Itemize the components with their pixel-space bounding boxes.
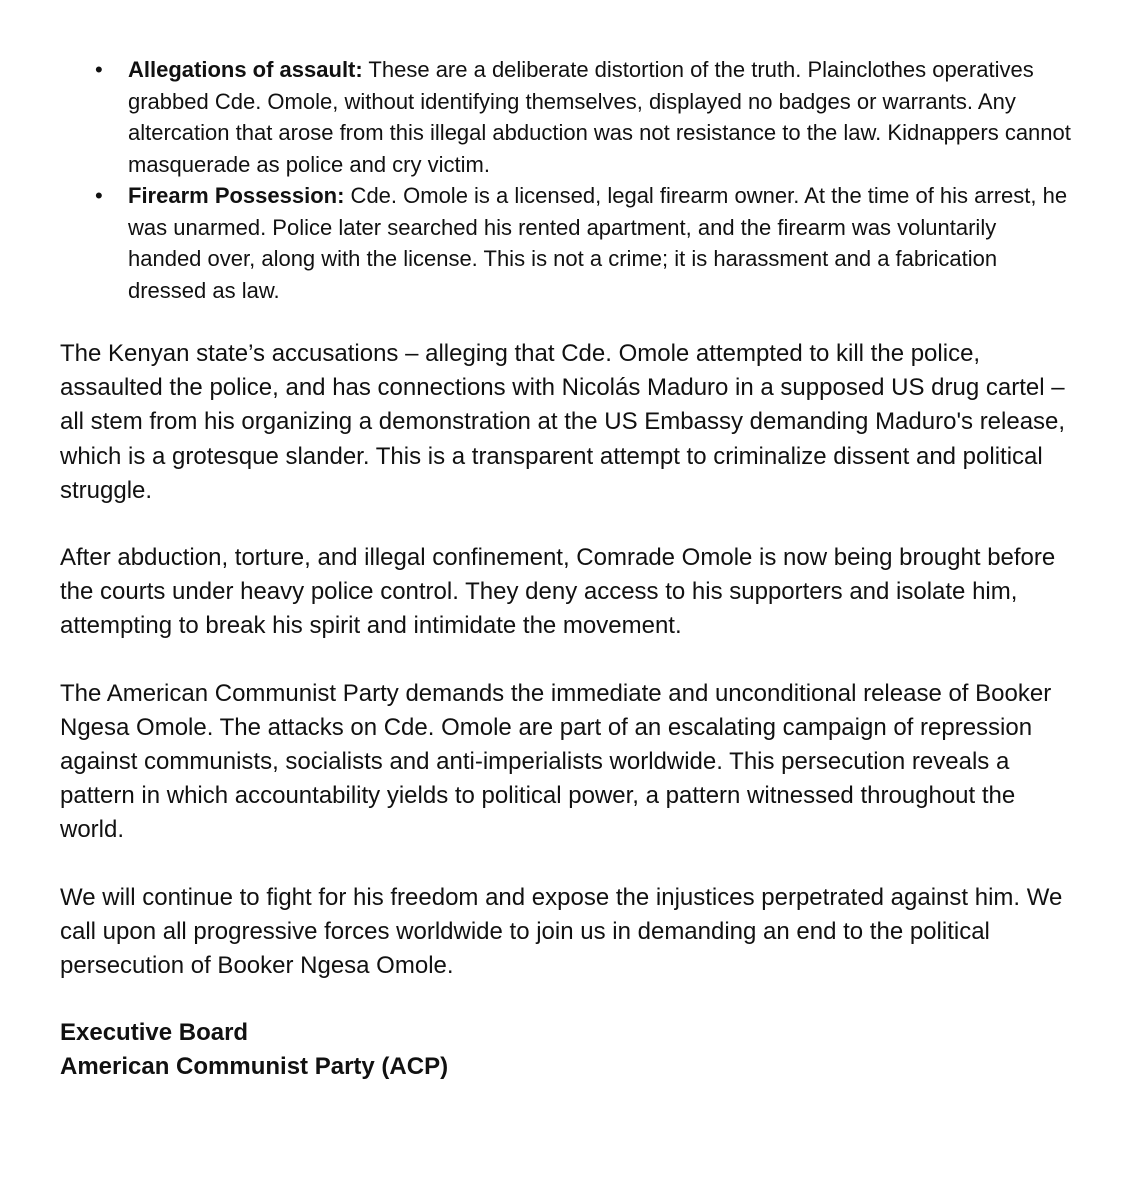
paragraph-accusations: The Kenyan state’s accusations – alleging that Cde. Omole attempted to kill the police, assaulted the police, and has connections with Nicolás Maduro in a supposed US drug cartel – all stem from his organizing a demonstration at the US Embassy demanding Maduro's release, which is a grotesque slander. This is a transparent attempt to criminalize dissent and political struggle. <box>60 340 1066 504</box>
list-item <box>95 54 1075 180</box>
paragraph-call-to-action: We will continue to fight for his freedom and expose the injustices perpetrated against him. We call upon all progressive forces worldwide to join us in demanding an end to the political persecution of Booker Ngesa Omole. <box>60 883 1063 980</box>
bullet-text: Cde. Omole is a licensed, legal firearm owner. At the time of his arrest, he was unarmed. Police later searched his rented apartment, and the firearm was voluntarily handed over, along with the license. This is not a crime; it is harassment and a fabrication dressed as law. <box>128 183 1068 303</box>
allegations-list <box>60 54 1075 306</box>
signature-organization: American Communist Party (ACP) <box>60 1053 449 1081</box>
signature-block <box>60 1016 1075 1084</box>
bullet-label: Firearm Possession: <box>128 183 345 208</box>
bullet-icon: • <box>95 57 103 82</box>
bullet-icon: • <box>95 183 103 208</box>
paragraph-demands: The American Communist Party demands the immediate and unconditional release of Booker Ngesa Omole. The attacks on Cde. Omole are part of an escalating campaign of repression against communists, socialists and anti-imperialists worldwide. This persecution reveals a pattern in which accountability yields to political power, a pattern witnessed throughout the world. <box>60 679 1052 844</box>
bullet-text: These are a deliberate distortion of the truth. Plainclothes operatives grabbed Cde. Omole, without identifying themselves, displayed no badges or warrants. Any altercation that arose from this illegal abduction was not resistance to the law. Kidnappers cannot masquerade as police and cry victim. <box>128 57 1071 177</box>
list-item <box>95 180 1075 306</box>
bullet-label: Allegations of assault: <box>128 57 363 82</box>
paragraph-confinement: After abduction, torture, and illegal confinement, Comrade Omole is now being brought before the courts under heavy police control. They deny access to his supporters and isolate him, attempting to break his spirit and intimidate the movement. <box>60 544 1056 640</box>
signature-board: Executive Board <box>60 1019 249 1047</box>
